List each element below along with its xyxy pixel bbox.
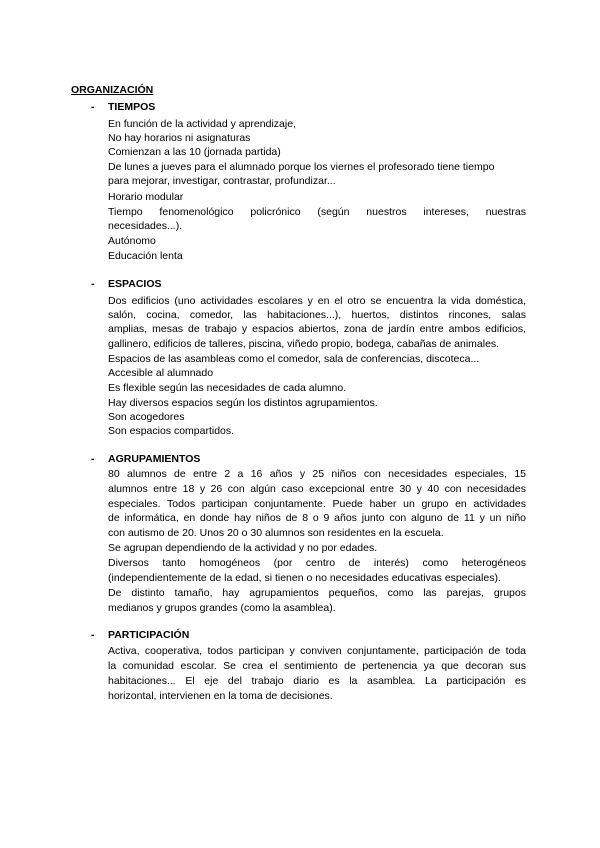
text-line: 80 alumnos de entre 2 a 16 años y 25 niños con necesidades especiales, 15 <box>108 468 526 480</box>
text-line: Son acogedores <box>108 411 185 423</box>
text-line: Son espacios compartidos. <box>108 425 235 437</box>
section-heading: TIEMPOS <box>108 101 156 113</box>
text-line: Es flexible según las necesidades de cada alumno. <box>108 382 347 394</box>
text-line: Hay diversos espacios según los distintos agrupamientos. <box>108 397 378 409</box>
text-line: Espacios de las asambleas como el comedor, sala de conferencias, discoteca... <box>108 353 480 365</box>
text-line: de informática, en donde hay niños de 8 o 9 años junto con alguno de 11 y un niño <box>108 512 526 524</box>
text-line: alumnos entre 18 y 26 con algún caso excepcional entre 30 y 40 con necesidades <box>108 483 526 495</box>
bullet-dash: - <box>91 101 95 113</box>
text-line: salón, cocina, comedor, las habitaciones...), huertos, distintos rincones, salas <box>108 309 526 321</box>
text-line: Tiempo fenomenológico policrónico (según nuestros intereses, nuestras <box>108 206 526 218</box>
bullet-dash: - <box>91 629 95 641</box>
text-line: medianos y grupos grandes (como la asamblea). <box>108 602 336 614</box>
document-title: ORGANIZACIÓN <box>71 84 154 96</box>
bullet-dash: - <box>91 453 95 465</box>
text-line: la comunidad escolar. Se crea el sentimiento de pertenencia ya que decoran sus <box>108 660 526 672</box>
text-line: Dos edificios (uno actividades escolares y en el otro se encuentra la vida doméstica, <box>108 295 526 307</box>
text-line: (independientemente de la edad, si tienen o no necesidades educativas especiales). <box>108 572 501 584</box>
text-line: Diversos tanto homogéneos (por centro de interés) como heterogéneos <box>108 557 526 569</box>
text-line: De distinto tamaño, hay agrupamientos pequeños, como las parejas, grupos <box>108 587 526 599</box>
text-line: con autismo de 20. Unos 20 o 30 alumnos son residentes en la escuela. <box>108 527 444 539</box>
text-line: Se agrupan dependiendo de la actividad y no por edades. <box>108 542 378 554</box>
text-line: para mejorar, investigar, contrastar, profundizar... <box>108 175 336 187</box>
text-line: Horario modular <box>108 191 184 203</box>
text-line: especiales. Todos participan conjuntamente. Puede haber un grupo en actividades <box>108 498 526 510</box>
text-line: De lunes a jueves para el alumnado porque los viernes el profesorado tiene tiempo <box>108 161 495 173</box>
text-line: Educación lenta <box>108 250 183 262</box>
bullet-dash: - <box>91 278 95 290</box>
text-line: En función de la actividad y aprendizaje, <box>108 118 296 130</box>
section-heading: AGRUPAMIENTOS <box>108 453 201 465</box>
section-heading: PARTICIPACIÓN <box>108 629 190 641</box>
text-line: No hay horarios ni asignaturas <box>108 132 251 144</box>
text-line: Comienzan a las 10 (jornada partida) <box>108 146 281 158</box>
text-line: Activa, cooperativa, todos participan y conviven conjuntamente, participación de toda <box>108 645 526 657</box>
text-line: horizontal, intervienen en la toma de decisiones. <box>108 690 333 702</box>
text-line: necesidades...). <box>108 220 183 232</box>
text-line: gallinero, edificios de talleres, piscina, viñedo propio, bodega, cabañas de animales. <box>108 338 500 350</box>
section-heading: ESPACIOS <box>108 278 162 290</box>
text-line: amplias, mesas de trabajo y espacios abiertos, zona de jardín entre ambos edificios, <box>108 323 526 335</box>
text-line: habitaciones... El eje del trabajo diario es la asamblea. La participación es <box>108 675 526 687</box>
text-line: Autónomo <box>108 235 156 247</box>
text-line: Accesible al alumnado <box>108 367 214 379</box>
